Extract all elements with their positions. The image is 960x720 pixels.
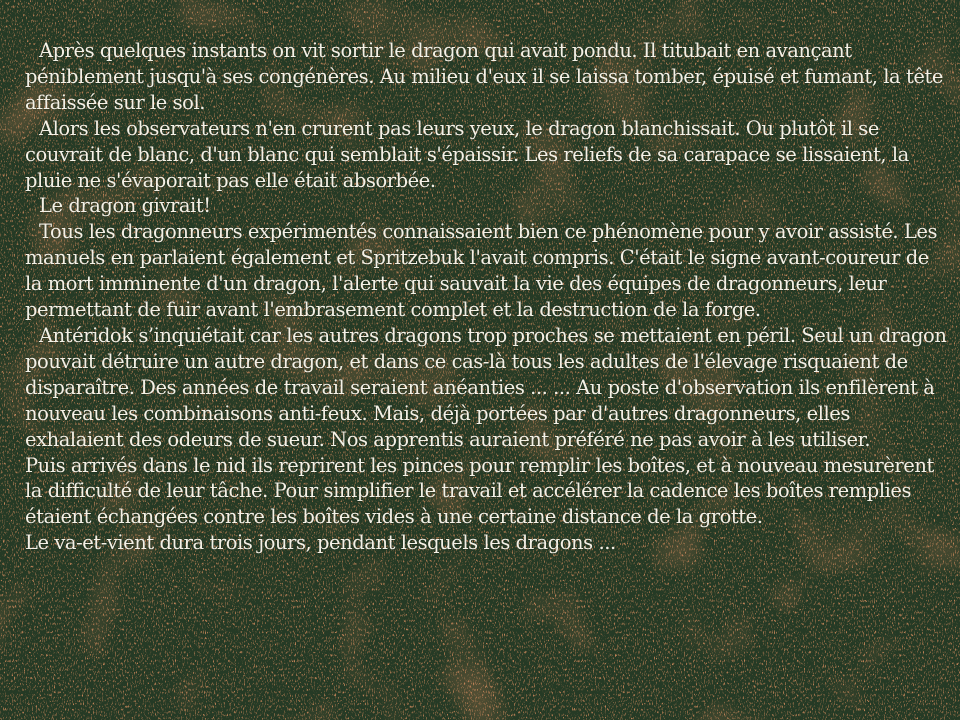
paragraph-warning-sign: Tous les dragonneurs expérimentés connaissaient bien ce phénomène pour y avoir assisté. Les manuels en parlaient également et Spritzebuk l'avait compris. C'était le signe avant-coureur de la mort imminente d'un dragon, l'alerte qui sauvait la vie des équipes de dragonneurs, leur permettant de fuir avant l'embrasement complet et la destruction de la forge. [25, 220, 938, 322]
paragraph-nest-work: Puis arrivés dans le nid ils reprirent les pinces pour remplir les boîtes, et à nouveau mesurèrent la difficulté de leur tâche. Pour simplifier le travail et accélérer la cadence les boîtes remplies étaient échangées contre les boîtes vides à une certaine distance de la grotte. [25, 453, 934, 529]
paragraph-dragon-whitening: Alors les observateurs n'en crurent pas leurs yeux, le dragon blanchissait. Ou plutôt il se couvrait de blanc, d'un blanc qui semblait s'épaissir. Les reliefs de sa carapace se lissaient, la pluie ne s'évaporait pas elle était absorbée. [25, 116, 909, 192]
paragraph-dragon-frost: Le dragon givrait! [39, 194, 211, 218]
paragraph-anteridok-worry: Antéridok s’inquiétait car les autres dragons trop proches se mettaient en péril. Seul un dragon pouvait détruire un autre dragon, et dans ce cas-là tous les adultes de l'élevage risquaient de disparaître. Des années de travail seraient anéanties ... ... Au poste d'observation ils enfilèrent à nouveau les combinaisons anti-feux. Mais, déjà portées par d'autres dragonneurs, elles exhalaient des odeurs de sueur. Nos apprentis auraient préféré ne pas avoir à les utiliser. [25, 323, 947, 451]
paragraph-three-days: Le va-et-vient dura trois jours, pendant lesquels les dragons ... [25, 531, 616, 555]
story-text [25, 38, 950, 556]
paragraph-dragon-exit: Après quelques instants on vit sortir le dragon qui avait pondu. Il titubait en avançant péniblement jusqu'à ses congénères. Au milieu d'eux il se laissa tomber, épuisé et fumant, la tête affaissée sur le sol. [25, 39, 943, 114]
